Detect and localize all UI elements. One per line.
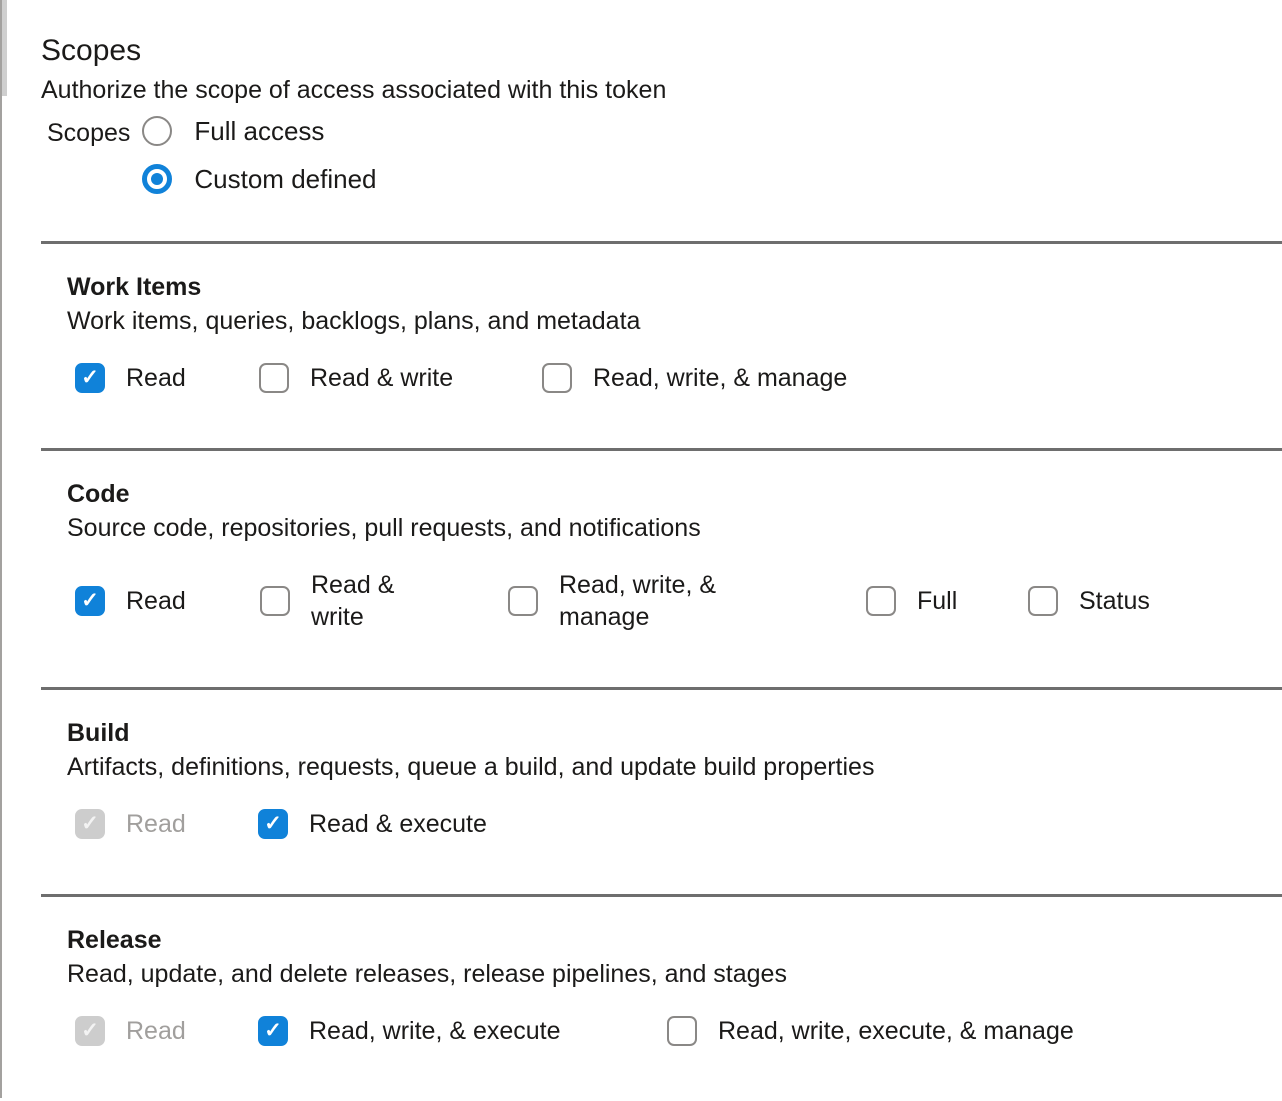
checkbox-read-write-execute[interactable] — [258, 1016, 288, 1046]
checkbox-label[interactable]: Read — [126, 1017, 186, 1045]
radio-custom-defined[interactable] — [142, 163, 376, 195]
checkbox-label[interactable]: Read — [126, 587, 186, 615]
checkbox-read[interactable] — [75, 363, 105, 393]
check-icon: ✓ — [81, 365, 99, 389]
section-options-row — [75, 362, 1282, 394]
checkbox-read-write[interactable] — [259, 363, 289, 393]
checkbox-read-write[interactable] — [260, 586, 290, 616]
scopes-radio-caption: Scopes — [47, 119, 131, 147]
scope-option-build-read-execute[interactable] — [258, 808, 487, 840]
checkbox-read[interactable] — [75, 586, 105, 616]
section-heading: Build — [67, 719, 130, 747]
section-description: Artifacts, definitions, requests, queue a build, and update build properties — [67, 753, 875, 781]
checkbox-label[interactable]: Read & execute — [309, 810, 487, 838]
panel-left-border — [0, 0, 2, 1098]
section-heading: Work Items — [67, 273, 202, 301]
section-heading: Release — [67, 926, 162, 954]
scope-option-work-items-read[interactable] — [75, 362, 259, 394]
radio-option-label[interactable]: Full access — [194, 116, 325, 146]
checkbox-status[interactable] — [1028, 586, 1058, 616]
section-options-row — [75, 1015, 1282, 1047]
section-description: Source code, repositories, pull requests, and notifications — [67, 514, 701, 542]
scope-section-work-items — [41, 241, 1282, 448]
scope-sections — [41, 241, 1282, 1101]
scope-option-release-read-write-execute[interactable] — [258, 1015, 667, 1047]
section-options-row — [75, 808, 1282, 840]
scope-option-work-items-read-write[interactable] — [259, 362, 542, 394]
radio-full-access[interactable] — [142, 115, 376, 147]
checkbox-full[interactable] — [866, 586, 896, 616]
radio-icon[interactable] — [142, 164, 172, 194]
scope-section-release — [41, 894, 1282, 1101]
radio-option-label[interactable]: Custom defined — [194, 164, 377, 194]
checkbox-label[interactable]: Read — [126, 364, 186, 392]
scope-option-code-read-write[interactable] — [260, 569, 508, 633]
check-icon: ✓ — [264, 1018, 282, 1042]
scope-option-release-read-write-execute-manage[interactable] — [667, 1015, 1074, 1047]
checkbox-label[interactable]: Read & write — [311, 571, 395, 631]
scope-section-build — [41, 687, 1282, 894]
scopes-radio-options — [142, 115, 376, 195]
checkbox-label[interactable]: Full — [917, 587, 958, 615]
scope-option-code-status[interactable] — [1028, 585, 1150, 617]
checkbox-label[interactable]: Read, write, & manage — [593, 364, 848, 392]
scopes-radio-group — [41, 115, 1282, 195]
checkbox-read-execute[interactable] — [258, 809, 288, 839]
check-icon: ✓ — [81, 811, 99, 835]
checkbox-read[interactable] — [75, 809, 105, 839]
section-heading: Code — [67, 480, 130, 508]
radio-dot-icon — [151, 125, 163, 137]
checkbox-read-write-execute-manage[interactable] — [667, 1016, 697, 1046]
check-icon: ✓ — [81, 1018, 99, 1042]
scope-option-build-read[interactable] — [75, 808, 258, 840]
section-options-row — [75, 569, 1282, 633]
checkbox-read[interactable] — [75, 1016, 105, 1046]
scope-option-code-full[interactable] — [866, 585, 1028, 617]
check-icon: ✓ — [264, 811, 282, 835]
scope-section-code — [41, 448, 1282, 687]
checkbox-label[interactable]: Read — [126, 810, 186, 838]
page-title: Scopes — [41, 34, 142, 67]
scope-option-code-read-write-manage[interactable] — [508, 569, 866, 633]
checkbox-read-write-manage[interactable] — [542, 363, 572, 393]
checkbox-label[interactable]: Read & write — [310, 364, 454, 392]
checkbox-label[interactable]: Read, write, & execute — [309, 1017, 561, 1045]
section-description: Work items, queries, backlogs, plans, and metadata — [67, 307, 641, 335]
scope-option-release-read[interactable] — [75, 1015, 258, 1047]
checkbox-label[interactable]: Status — [1079, 587, 1150, 615]
section-description: Read, update, and delete releases, release pipelines, and stages — [67, 960, 787, 988]
checkbox-read-write-manage[interactable] — [508, 586, 538, 616]
page-subtitle: Authorize the scope of access associated with this token — [41, 76, 667, 104]
scope-option-work-items-read-write-manage[interactable] — [542, 362, 847, 394]
checkbox-label[interactable]: Read, write, execute, & manage — [718, 1017, 1074, 1045]
radio-dot-icon — [151, 173, 163, 185]
checkbox-label[interactable]: Read, write, & manage — [559, 571, 717, 631]
radio-icon[interactable] — [142, 116, 172, 146]
check-icon: ✓ — [81, 588, 99, 612]
scope-option-code-read[interactable] — [75, 585, 260, 617]
